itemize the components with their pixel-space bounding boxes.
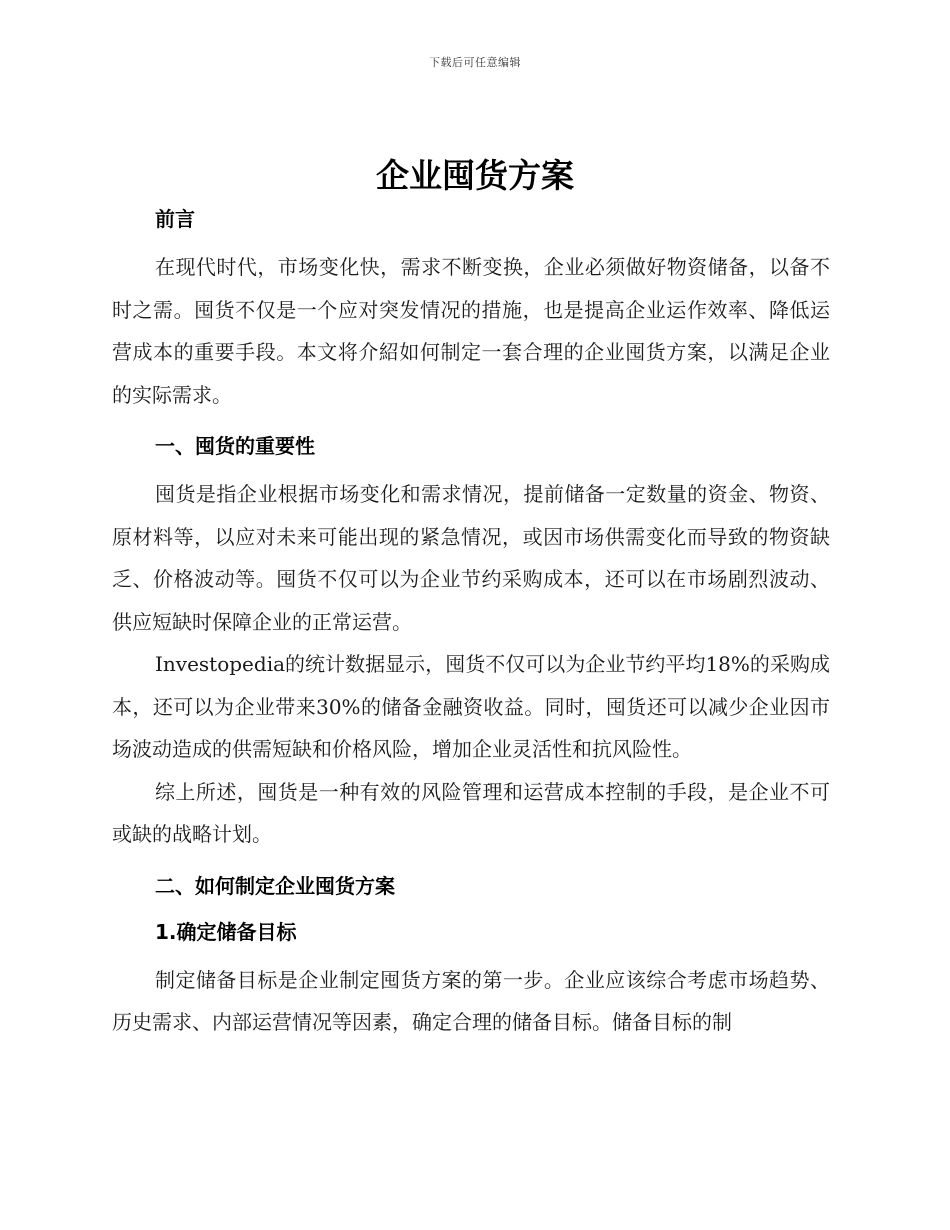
- preface-paragraph: 在现代时代，市场变化快，需求不断变换，企业必须做好物资储备，以备不时之需。囤货不仅是一个应对突发情况的措施，也是提高企业运作效率、降低运营成本的重要手段。本文将介紹如何制定一套合理的企业囤货方案，以满足企业的实际需求。: [112, 255, 830, 407]
- section-1-paragraph-3: 综上所述，囤货是一种有效的风险管理和运营成本控制的手段，是企业不可或缺的战略计划。: [112, 779, 830, 846]
- section-1-paragraph-1: 囤货是指企业根据市场变化和需求情况，提前储备一定数量的资金、物资、原材料等，以应对未来可能出现的紧急情况，或因市场供需变化而导致的物资缺乏、价格波动等。囤货不仅可以为企业节约采购成本，还可以在市场剧烈波动、供应短缺时保障企业的正常运营。: [112, 482, 830, 634]
- section-1-heading: 一、囤货的重要性: [155, 434, 315, 458]
- section-1-paragraph-2: Investopedia的统计数据显示，囤货不仅可以为企业节约平均18%的采购成本，还可以为企业带来30%的储备金融资收益。同时，囤货还可以减少企业因市场波动造成的供需短缺和价格风险，增加企业灵活性和抗风险性。: [112, 652, 830, 761]
- document-body: [112, 203, 830, 1044]
- section-2-1-paragraph: 制定储备目标是企业制定囤货方案的第一步。企业应该综合考虑市场趋势、历史需求、内部运营情况等因素，确定合理的储备目标。储备目标的制: [112, 967, 830, 1034]
- header-note: 下载后可任意编辑: [429, 56, 521, 69]
- document-title: 企业囤货方案: [376, 156, 574, 195]
- section-2-1-heading: 1.确定储备目标: [155, 919, 297, 944]
- section-2-heading: 二、如何制定企业囤货方案: [155, 873, 395, 898]
- preface-heading: 前言: [155, 207, 195, 231]
